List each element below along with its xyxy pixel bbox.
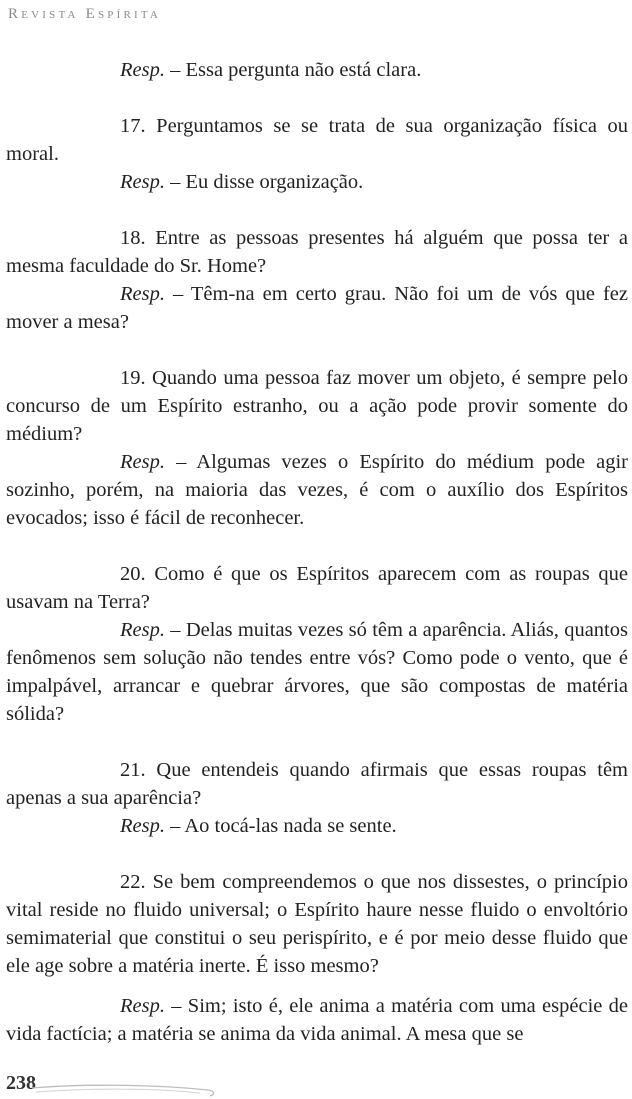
response-text: – Ao tocá-las nada se sente. <box>164 815 397 837</box>
response-paragraph <box>6 448 628 532</box>
resp-label: Resp. <box>120 283 165 305</box>
response-text: – Sim; isto é, ele anima a matéria com uma espécie de vida factícia; a matéria se anima da vida animal. A mesa que se <box>6 995 628 1045</box>
response-text: – Algumas vezes o Espírito do médium pode agir sozinho, porém, na maioria das vezes, é com o auxílio dos Espíritos evocados; isso é fácil de reconhecer. <box>6 451 628 529</box>
qa-item-17 <box>6 112 628 196</box>
response-paragraph <box>6 992 628 1048</box>
qa-item-22 <box>6 868 628 1048</box>
resp-label: Resp. <box>120 59 165 81</box>
qa-item-21 <box>6 756 628 840</box>
question-text: 21. Que entendeis quando afirmais que essas roupas têm apenas a sua aparência? <box>6 759 628 809</box>
resp-label: Resp. <box>120 815 165 837</box>
qa-item-19 <box>6 364 628 532</box>
qa-item-18 <box>6 224 628 336</box>
resp-label: Resp. <box>120 995 165 1017</box>
page-number: 238 <box>6 1072 36 1094</box>
footer-swoosh-icon <box>30 1082 220 1098</box>
lead-response <box>6 56 628 84</box>
question-text: 17. Perguntamos se se trata de sua organização física ou moral. <box>6 115 628 165</box>
page-body <box>6 56 628 1076</box>
response-text: – Têm-na em certo grau. Não foi um de vós que fez mover a mesa? <box>6 283 628 333</box>
response-paragraph <box>6 280 628 336</box>
resp-label: Resp. <box>120 451 165 473</box>
question-text: 22. Se bem compreendemos o que nos dissestes, o princípio vital reside no fluido universal; o Espírito haure nesse fluido o envoltório semimaterial que constitui o seu perispírito, e é por meio desse fluido que ele age sobre a matéria inerte. É isso mesmo? <box>6 871 628 977</box>
response-text: – Delas muitas vezes só têm a aparência. Aliás, quantos fenômenos sem solução não tendes entre vós? Como pode o vento, que é impalpável, arrancar e quebrar árvores, que são compostas de matéria sólida? <box>6 619 628 725</box>
response-paragraph <box>6 168 628 196</box>
response-text: – Eu disse organização. <box>164 171 364 193</box>
question-text: 19. Quando uma pessoa faz mover um objeto, é sempre pelo concurso de um Espírito estranho, ou a ação pode provir somente do médium? <box>6 367 628 445</box>
running-header: Revista Espírita <box>8 6 162 22</box>
resp-label: Resp. <box>120 619 165 641</box>
question-text: 20. Como é que os Espíritos aparecem com as roupas que usavam na Terra? <box>6 563 628 613</box>
response-text: – Essa pergunta não está clara. <box>164 59 422 81</box>
response-paragraph <box>6 616 628 728</box>
resp-label: Resp. <box>120 171 165 193</box>
question-text: 18. Entre as pessoas presentes há alguém que possa ter a mesma faculdade do Sr. Home? <box>6 227 628 277</box>
response-paragraph <box>6 812 628 840</box>
qa-item-20 <box>6 560 628 728</box>
